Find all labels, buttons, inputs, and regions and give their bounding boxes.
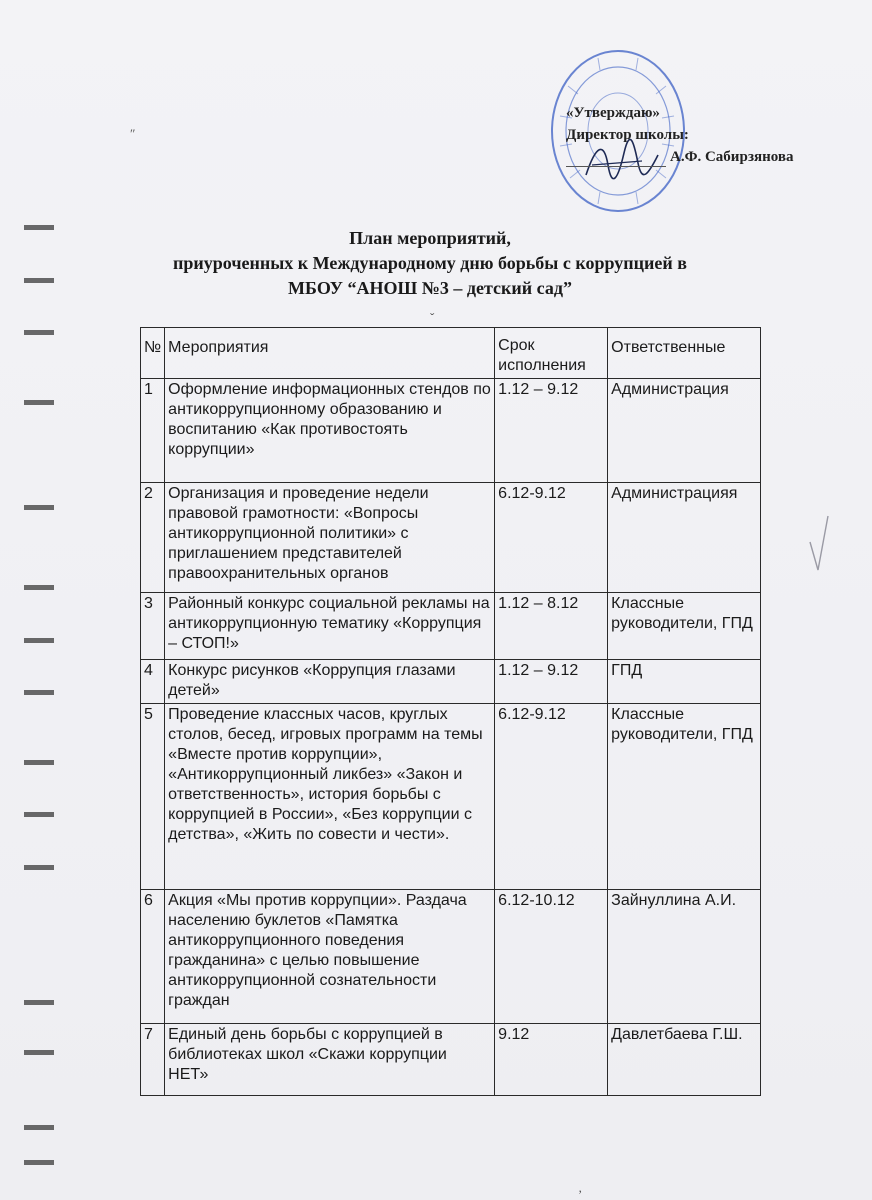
- row-term: 6.12-9.12: [495, 483, 608, 593]
- title-line-3: МБОУ “АНОШ №3 – детский сад”: [288, 278, 572, 298]
- table-row: [141, 704, 761, 890]
- row-number: 1: [141, 379, 165, 483]
- scan-edge-mark: [24, 1160, 54, 1165]
- row-responsible: Классные руководители, ГПД: [608, 704, 761, 890]
- row-number: 2: [141, 483, 165, 593]
- row-event: Организация и проведение недели правовой грамотности: «Вопросы антикоррупционной политики» с приглашением представителей правоохранительных органов: [165, 483, 495, 593]
- row-term: 1.12 – 8.12: [495, 593, 608, 660]
- table-row: [141, 890, 761, 1024]
- approval-name: А.Ф. Сабирзянова: [670, 149, 794, 165]
- row-responsible: Классные руководители, ГПД: [608, 593, 761, 660]
- row-term: 6.12-9.12: [495, 704, 608, 890]
- header-number: №: [141, 328, 165, 379]
- scan-edge-mark: [24, 1000, 54, 1005]
- scan-edge-mark: [24, 1050, 54, 1055]
- header-term: Срок исполнения: [495, 328, 608, 379]
- document-title: [150, 226, 710, 301]
- row-number: 4: [141, 660, 165, 704]
- row-event: Конкурс рисунков «Коррупция глазами детей»: [165, 660, 495, 704]
- scan-edge-mark: [24, 278, 54, 283]
- row-term: 9.12: [495, 1024, 608, 1096]
- header-responsible: Ответственные: [608, 328, 761, 379]
- title-line-1: План мероприятий,: [349, 228, 511, 248]
- row-responsible: Давлетбаева Г.Ш.: [608, 1024, 761, 1096]
- row-responsible: ГПД: [608, 660, 761, 704]
- row-event: Единый день борьбы с коррупцией в библиотеках школ «Скажи коррупции НЕТ»: [165, 1024, 495, 1096]
- row-event: Проведение классных часов, круглых столов, бесед, игровых программ на темы «Вместе против коррупции», «Антикоррупционный ликбез» «Закон и ответственность», история борьбы с коррупцией в России», «Без коррупции с детства», «Жить по совести и чести».: [165, 704, 495, 890]
- scan-edge-mark: [24, 1125, 54, 1130]
- events-table: [140, 327, 761, 1096]
- approval-heading: «Утверждаю»: [566, 105, 660, 121]
- row-event: Оформление информационных стендов по антикоррупционному образованию и воспитанию «Как противостоять коррупции»: [165, 379, 495, 483]
- approval-position: Директор школы:: [566, 127, 689, 143]
- table-row: [141, 660, 761, 704]
- scan-edge-mark: [24, 812, 54, 817]
- row-number: 6: [141, 890, 165, 1024]
- row-event: Районный конкурс социальной рекламы на антикоррупционную тематику «Коррупция – СТОП!»: [165, 593, 495, 660]
- table-header-row: [141, 328, 761, 379]
- scan-edge-mark: [24, 400, 54, 405]
- row-event: Акция «Мы против коррупции». Раздача населению буклетов «Памятка антикоррупционного поведения гражданина» с целью повышение антикоррупционной сознательности граждан: [165, 890, 495, 1024]
- scan-speck: ‚: [578, 1180, 583, 1195]
- scan-speck: ″: [130, 126, 136, 141]
- title-line-2: приуроченных к Международному дню борьбы с коррупцией в: [173, 253, 687, 273]
- row-responsible: Администрация: [608, 379, 761, 483]
- scan-edge-mark: [24, 505, 54, 510]
- row-term: 1.12 – 9.12: [495, 379, 608, 483]
- scan-edge-mark: [24, 585, 54, 590]
- signature-line: [566, 166, 666, 167]
- table-row: [141, 483, 761, 593]
- table-row: [141, 1024, 761, 1096]
- scan-edge-mark: [24, 638, 54, 643]
- scan-edge-mark: [24, 760, 54, 765]
- row-responsible: Администрацияя: [608, 483, 761, 593]
- row-term: 1.12 – 9.12: [495, 660, 608, 704]
- row-number: 5: [141, 704, 165, 890]
- row-responsible: Зайнуллина А.И.: [608, 890, 761, 1024]
- scan-edge-mark: [24, 330, 54, 335]
- row-number: 7: [141, 1024, 165, 1096]
- approval-block: [566, 102, 793, 168]
- header-events: Мероприятия: [165, 328, 495, 379]
- scan-edge-mark: [24, 690, 54, 695]
- row-term: 6.12-10.12: [495, 890, 608, 1024]
- pencil-check-mark: [808, 512, 830, 574]
- row-number: 3: [141, 593, 165, 660]
- table-row: [141, 379, 761, 483]
- scan-edge-mark: [24, 225, 54, 230]
- scan-edge-mark: [24, 865, 54, 870]
- scan-speck: ˇ: [430, 310, 435, 325]
- table-row: [141, 593, 761, 660]
